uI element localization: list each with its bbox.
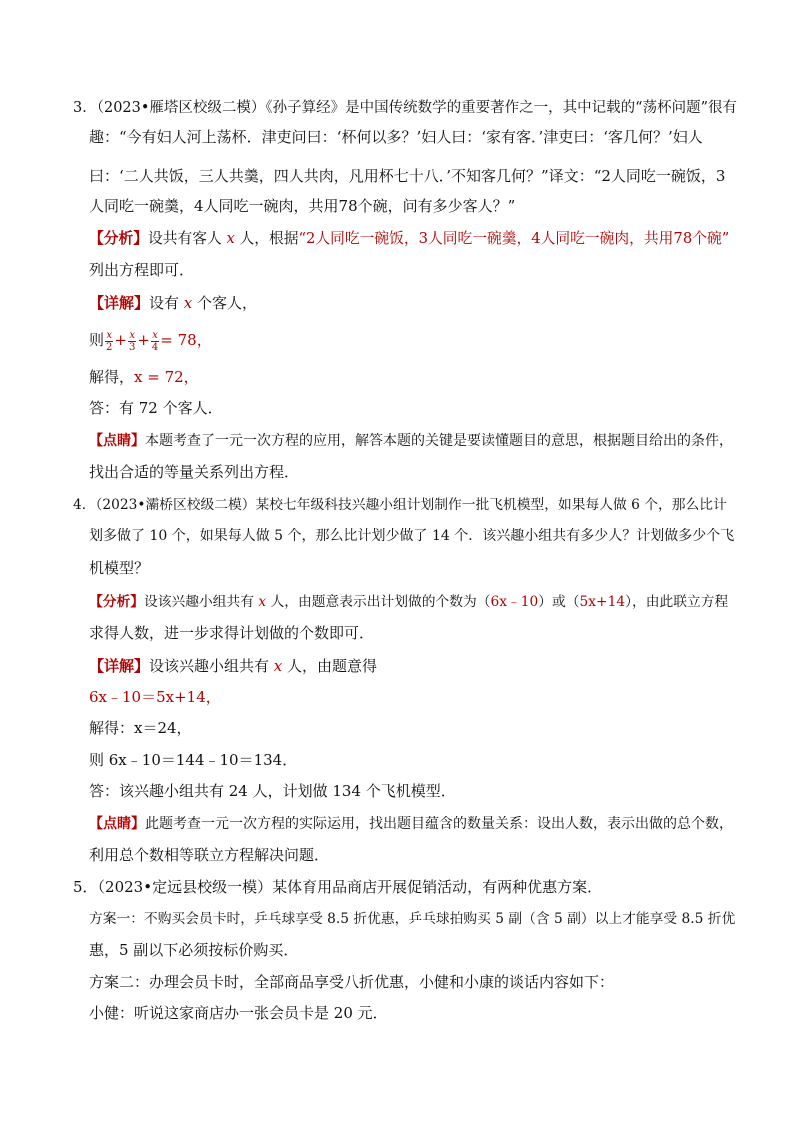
analysis-tag: 【分析】 [89,230,148,247]
q4-equation-1: 6x﹣10＝5x+14， [89,688,221,706]
q5-stem-line-3: 惠，5 副以下必须按标价购买． [89,941,299,959]
q3-stem-line-3: 曰：‘二人共饭，三人共羹，四人共肉，凡用杯七十八．’不知客几何？”译文：“2人同吃一碗饭，3 [89,167,726,185]
q5-stem-line-2: 方案一：不购买会员卡时，乒乓球享受 8.5 折优惠，乒乓球拍购买 5 副（含 5 副）以上才能享受 8.5 折优 [89,911,736,927]
q3-stem-line-1: 3．（2023•雁塔区校级二模）《孙子算经》是中国传统数学的重要著作之一，其中记载的“荡杯问题”很有 [73,100,738,116]
q4-stem-line-2: 划多做了 10 个，如果每人做 5 个，那么比计划少做了 14 个．该兴趣小组共有多少人？计划做多少个飞 [89,528,735,544]
q3-analysis-line-2: 列出方程即可． [89,261,195,279]
q4-analysis-line-1: 【分析】设该兴趣小组共有 x 人，由题意表示出计划做的个数为（6x﹣10）或（5x+14），由此联立方程 [89,594,729,610]
q4-detail-line: 【详解】设该兴趣小组共有 x 人，由题意得 [89,657,378,675]
q4-comment-line-2: 利用总个数相等联立方程解决问题． [89,846,330,864]
fraction-x-over-3: $\frac{x}{3}$ [128,329,136,353]
q4-solve-line: 解得：x＝24， [89,719,192,737]
q4-stem-line-3: 机模型？ [89,559,150,577]
comment-tag: 【点睛】 [89,433,145,449]
q4-analysis-line-2: 求得人数，进一步求得计划做的个数即可． [89,624,375,642]
q3-equation: 则 $\frac{x}{2}$ + $\frac{x}{3}$ + $\frac{x}{4}$ = 78， [89,329,212,353]
q3-analysis-quote: “2人同吃一碗饭，3人同吃一碗羹，4人同吃一碗肉，共用78个碗” [298,230,730,247]
q3-stem-line-2: 趣：“今有妇人河上荡杯．津吏问曰：‘杯何以多？’妇人曰：‘家有客．’津吏曰：‘客几何？’妇人 [89,128,703,146]
q3-comment-line-2: 找出合适的等量关系列出方程． [89,463,300,481]
q5-stem-line-4: 方案二：办理会员卡时，全部商品享受八折优惠，小健和小康的谈话内容如下： [89,973,615,991]
q3-solve-line: 解得，x = 72， [89,368,199,386]
q3-comment-line-1: 【点睛】本题考查了一元一次方程的应用，解答本题的关键是要读懂题目的意思，根据题目给出的条件， [89,433,733,449]
q5-stem-line-5: 小健：听说这家商店办一张会员卡是 20 元． [89,1004,388,1022]
q3-answer-line: 答：有 72 个客人． [89,399,223,417]
q5-stem-line-1: 5．（2023•定远县校级一模）某体育用品商店开展促销活动，有两种优惠方案． [73,878,603,896]
q4-comment-line-1: 【点睛】此题考查一元一次方程的实际运用，找出题目蕴含的数量关系：设出人数，表示出做的总个数， [89,816,733,832]
q3-detail-line: 【详解】设有 x 个客人， [89,294,258,312]
detail-tag: 【详解】 [89,294,150,312]
q4-stem-line-1: 4．（2023•灞桥区校级二模）某校七年级科技兴趣小组计划制作一批飞机模型，如果每人做 6 个，那么比计 [73,497,727,513]
q4-equation-2: 则 6x﹣10＝144﹣10＝134． [89,751,298,769]
fraction-x-over-2: $\frac{x}{2}$ [106,329,113,353]
fraction-x-over-4: $\frac{x}{4}$ [151,329,159,353]
q3-analysis-line-1: 【分析】设共有客人 x 人，根据“2人同吃一碗饭，3人同吃一碗羹，4人同吃一碗肉，共用78个碗” [89,230,730,247]
q4-answer-line: 答：该兴趣小组共有 24 人，计划做 134 个飞机模型． [89,782,456,800]
q3-stem-line-4: 人同吃一碗羹，4人同吃一碗肉，共用78个碗，问有多少客人？” [89,197,516,215]
